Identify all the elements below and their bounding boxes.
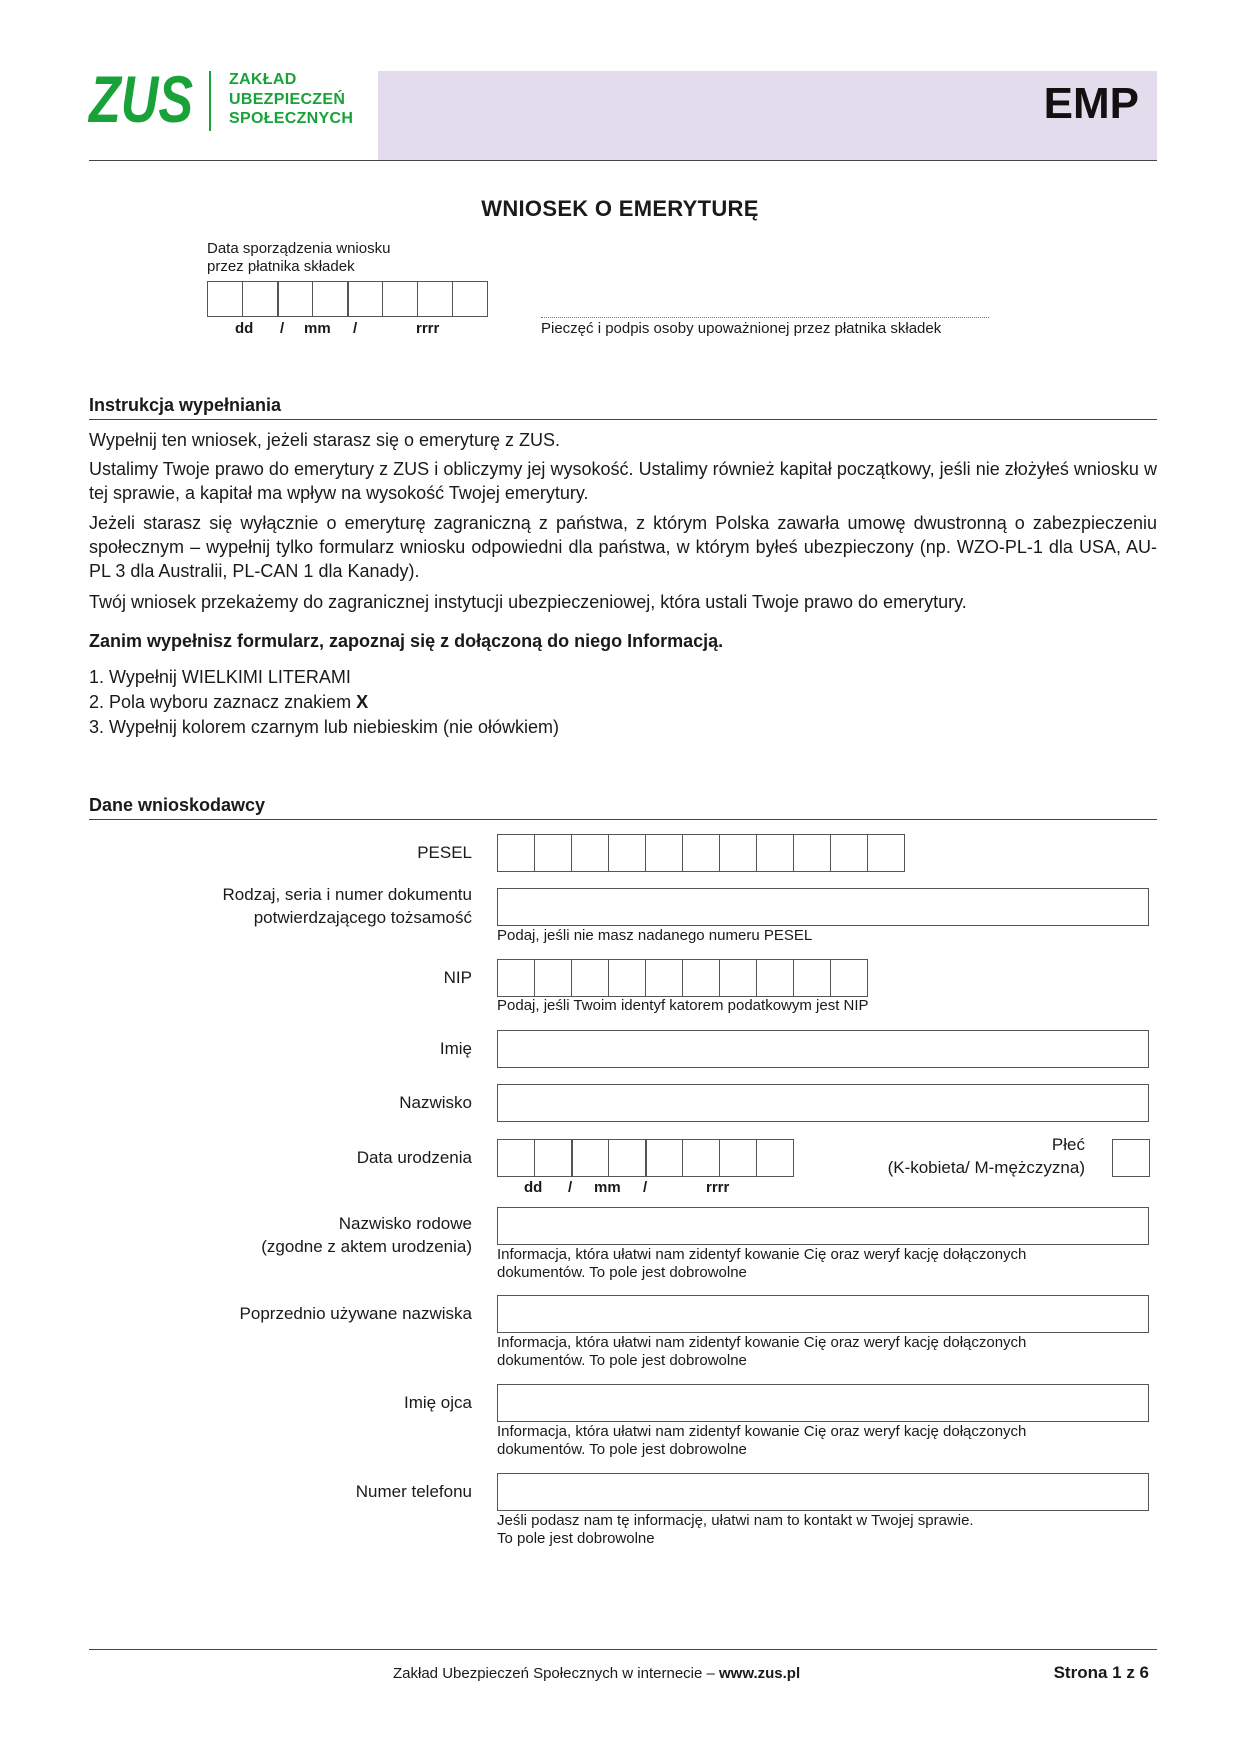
instructions-heading: Instrukcja wypełniania: [89, 395, 282, 415]
nip-boxes[interactable]: [497, 959, 867, 997]
birth-name-hint: [497, 1246, 1026, 1282]
date-mm-label: mm: [304, 320, 331, 337]
prev-names-hint: [497, 1334, 1026, 1370]
prev-names-field[interactable]: [497, 1295, 1149, 1333]
date-dd-label: dd: [524, 1179, 543, 1196]
pesel-digit-box[interactable]: [793, 834, 831, 872]
logo-text-line: ZAKŁAD: [229, 71, 297, 88]
birth-name-label-line: Nazwisko rodowe: [338, 1214, 472, 1233]
instruction-paragraph: Ustalimy Twoje prawo do emerytury z ZUS i obliczymy jej wysokość. Ustalimy również kapitał początkowy, jeśli nie złożyłeś wniosku w tej sprawie, a kapitał ma wpływ na wysokość Twojej emerytury.: [89, 459, 1157, 503]
date-yyyy-label: rrrr: [416, 320, 440, 337]
applicant-heading: Dane wnioskodawcy: [89, 795, 266, 815]
instruction-item-text: 2. Pola wyboru zaznacz znakiem: [89, 692, 357, 712]
pesel-digit-box[interactable]: [867, 834, 905, 872]
first-name-label: Imię: [439, 1039, 472, 1058]
hint-line: dokumentów. To pole jest dobrowolne: [497, 1352, 747, 1369]
date-digit-box[interactable]: [312, 281, 348, 317]
nip-digit-box[interactable]: [645, 959, 683, 997]
prep-date-label-line: przez płatnika składek: [207, 258, 355, 275]
hint-line: Informacja, która ułatwi nam zidentyf kowanie Cię oraz weryf kację dołączonych: [497, 1334, 1027, 1351]
logo-word: ZUS: [87, 62, 193, 136]
hint-line: dokumentów. To pole jest dobrowolne: [497, 1441, 747, 1458]
prep-date-label: [207, 240, 390, 276]
instruction-note: Zanim wypełnisz formularz, zapoznaj się z dołączoną do niego Informacją.: [89, 631, 724, 651]
pesel-digit-box[interactable]: [534, 834, 572, 872]
prep-date-boxes[interactable]: [207, 281, 487, 317]
stamp-label: Pieczęć i podpis osoby upoważnionej przez płatnika składek: [541, 320, 942, 337]
id-doc-hint: Podaj, jeśli nie masz nadanego numeru PESEL: [497, 927, 813, 944]
date-dd-label: dd: [235, 320, 254, 337]
date-yyyy-label: rrrr: [706, 1179, 730, 1196]
logo-text-line: UBEZPIECZEŃ: [229, 90, 346, 108]
date-digit-box[interactable]: [242, 281, 278, 317]
footer-url[interactable]: www.zus.pl: [719, 1665, 801, 1682]
form-code: EMP: [1043, 79, 1139, 128]
date-slash: /: [280, 320, 285, 337]
signature-line[interactable]: [541, 317, 989, 318]
x-mark: X: [356, 692, 369, 712]
id-doc-field[interactable]: [497, 888, 1149, 926]
nip-digit-box[interactable]: [534, 959, 572, 997]
birth-date-label: Data urodzenia: [356, 1148, 472, 1167]
page-title: WNIOSEK O EMERYTURĘ: [481, 196, 759, 221]
father-name-label: Imię ojca: [403, 1393, 472, 1412]
nip-digit-box[interactable]: [571, 959, 609, 997]
last-name-label: Nazwisko: [399, 1093, 472, 1112]
birth-name-label-line: (zgodne z aktem urodzenia): [261, 1237, 472, 1256]
date-digit-box[interactable]: [417, 281, 453, 317]
date-digit-box[interactable]: [534, 1139, 572, 1177]
date-digit-box[interactable]: [756, 1139, 794, 1177]
date-digit-box[interactable]: [682, 1139, 720, 1177]
pesel-digit-box[interactable]: [682, 834, 720, 872]
father-name-hint: [497, 1423, 1026, 1459]
hint-line: To pole jest dobrowolne: [497, 1530, 655, 1547]
phone-label: Numer telefonu: [355, 1482, 472, 1501]
phone-field[interactable]: [497, 1473, 1149, 1511]
page-number: Strona 1 z 6: [1053, 1663, 1149, 1682]
nip-digit-box[interactable]: [608, 959, 646, 997]
instruction-paragraph: Twój wniosek przekażemy do zagranicznej instytucji ubezpieczeniowej, która ustali Twoje prawo do emerytury.: [89, 592, 967, 612]
logo-text-line: SPOŁECZNYCH: [229, 110, 354, 127]
pesel-digit-box[interactable]: [497, 834, 535, 872]
date-digit-box[interactable]: [207, 281, 243, 317]
prep-date-label-line: Data sporządzenia wniosku: [207, 240, 391, 257]
instruction-item: [89, 690, 368, 714]
hint-line: Jeśli podasz nam tę informację, ułatwi nam to kontakt w Twojej sprawie.: [497, 1512, 974, 1529]
form-code-band: [378, 71, 1157, 160]
date-slash: /: [568, 1179, 573, 1196]
pesel-digit-box[interactable]: [830, 834, 868, 872]
section-divider: [89, 819, 1157, 820]
date-digit-box[interactable]: [452, 281, 488, 317]
date-slash: /: [643, 1179, 648, 1196]
phone-hint: [497, 1512, 974, 1548]
last-name-field[interactable]: [497, 1084, 1149, 1122]
gender-box[interactable]: [1112, 1139, 1150, 1177]
nip-digit-box[interactable]: [719, 959, 757, 997]
pesel-digit-box[interactable]: [608, 834, 646, 872]
instruction-item: 3. Wypełnij kolorem czarnym lub niebieskim (nie ołówkiem): [89, 717, 559, 737]
date-digit-box[interactable]: [497, 1139, 535, 1177]
pesel-digit-box[interactable]: [756, 834, 794, 872]
pesel-digit-box[interactable]: [719, 834, 757, 872]
hint-line: Informacja, która ułatwi nam zidentyf kowanie Cię oraz weryf kację dołączonych: [497, 1246, 1027, 1263]
birth-name-field[interactable]: [497, 1207, 1149, 1245]
nip-digit-box[interactable]: [756, 959, 794, 997]
id-doc-label-line: potwierdzającego tożsamość: [253, 908, 472, 927]
pesel-boxes[interactable]: [497, 834, 904, 872]
id-doc-label: [223, 883, 472, 929]
id-doc-label-line: Rodzaj, seria i numer dokumentu: [222, 885, 472, 904]
first-name-field[interactable]: [497, 1030, 1149, 1068]
prev-names-label: Poprzednio używane nazwiska: [239, 1304, 472, 1323]
zus-logo: [87, 62, 193, 136]
pesel-digit-box[interactable]: [645, 834, 683, 872]
gender-label-line: (K-kobieta/ M-mężczyzna): [887, 1158, 1085, 1177]
pesel-label: PESEL: [417, 843, 472, 862]
section-divider: [89, 419, 1157, 420]
footer-divider: [89, 1649, 1157, 1650]
logo-divider: [209, 71, 211, 131]
nip-digit-box[interactable]: [497, 959, 535, 997]
nip-digit-box[interactable]: [793, 959, 831, 997]
date-digit-box[interactable]: [277, 281, 313, 317]
date-digit-box[interactable]: [608, 1139, 646, 1177]
instruction-paragraph: Jeżeli starasz się wyłącznie o emeryturę zagraniczną z państwa, z którym Polska zawarła umowę dwustronną o zabezpieczeniu społecznym – wypełnij tylko formularz wniosku odpowiedni dla państwa, w którym byłeś ubezpieczony (np. WZO-PL-1 dla USA, AU-PL 3 dla Australii, PL-CAN 1 dla Kanady).: [89, 513, 1157, 581]
logo-text: [229, 70, 353, 129]
date-digit-box[interactable]: [645, 1139, 683, 1177]
header-divider: [89, 160, 1157, 161]
nip-digit-box[interactable]: [830, 959, 868, 997]
hint-line: Informacja, która ułatwi nam zidentyf kowanie Cię oraz weryf kację dołączonych: [497, 1423, 1027, 1440]
date-mm-label: mm: [594, 1179, 621, 1196]
nip-digit-box[interactable]: [682, 959, 720, 997]
gender-label: [888, 1133, 1085, 1179]
date-digit-box[interactable]: [719, 1139, 757, 1177]
birth-name-label: [261, 1212, 472, 1258]
date-digit-box[interactable]: [347, 281, 383, 317]
footer-label: Zakład Ubezpieczeń Społecznych w internecie –: [393, 1665, 720, 1682]
date-slash: /: [353, 320, 358, 337]
instruction-item: 1. Wypełnij WIELKIMI LITERAMI: [89, 667, 351, 687]
footer-text: [393, 1665, 800, 1682]
date-digit-box[interactable]: [571, 1139, 609, 1177]
nip-hint: Podaj, jeśli Twoim identyf katorem podatkowym jest NIP: [497, 997, 869, 1014]
birth-date-boxes[interactable]: [497, 1139, 793, 1177]
pesel-digit-box[interactable]: [571, 834, 609, 872]
hint-line: dokumentów. To pole jest dobrowolne: [497, 1264, 747, 1281]
father-name-field[interactable]: [497, 1384, 1149, 1422]
gender-label-line: Płeć: [1051, 1135, 1085, 1154]
date-digit-box[interactable]: [382, 281, 418, 317]
nip-label: NIP: [443, 968, 472, 987]
instruction-paragraph: Wypełnij ten wniosek, jeżeli starasz się o emeryturę z ZUS.: [89, 430, 561, 450]
